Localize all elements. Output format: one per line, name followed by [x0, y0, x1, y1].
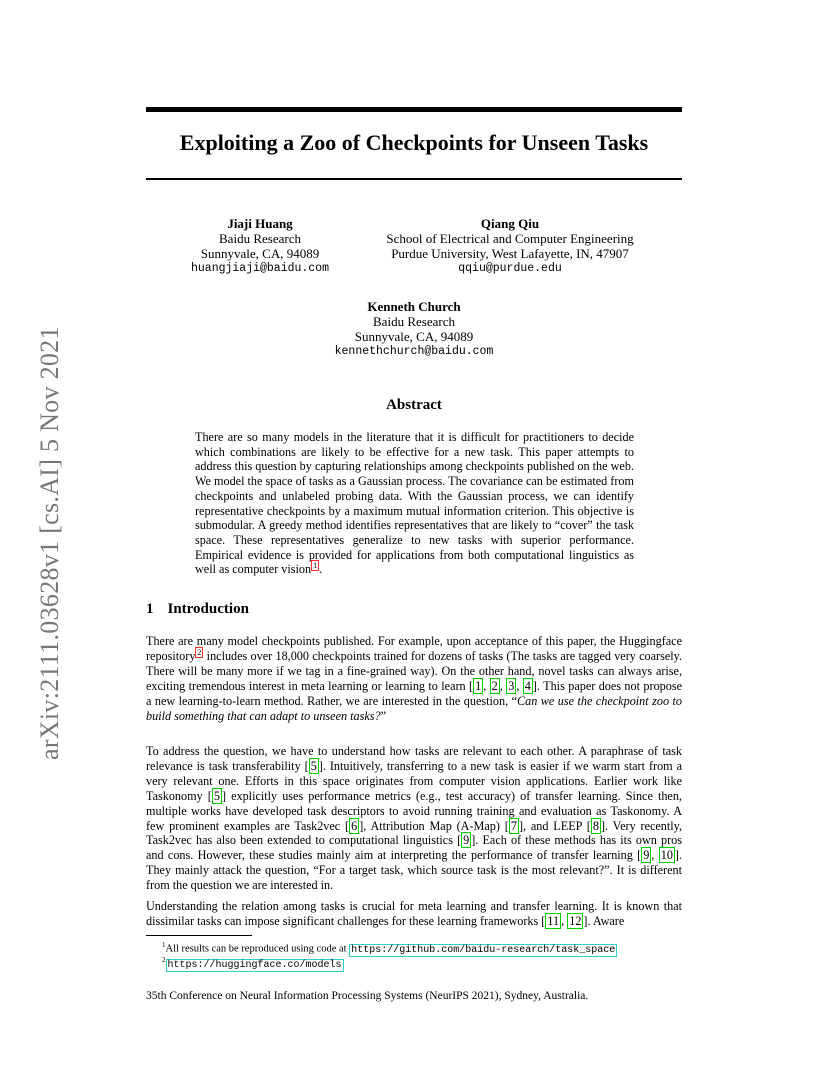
title-top-rule [146, 107, 682, 112]
author-block-1 [170, 216, 350, 276]
para-text: ]. They mainly attack the question, “For a target task, which source task is the most relevant?”. It is different from the question we are interested in. [146, 848, 683, 893]
citation-link[interactable]: 6 [351, 818, 358, 833]
para-text: ]. This paper does not propose a new learning-to-learn method. Rather, we are interested in the question, “ [146, 678, 682, 708]
footnote-rule [146, 935, 252, 936]
author-email: huangjiaji@baidu.com [190, 262, 330, 275]
para-text: To address the question, we have to understand how tasks are relevant to each other. A paraphrase of task relevance is task transferability [ [146, 744, 682, 773]
venue-footer: 35th Conference on Neural Information Processing Systems (NeurIPS 2021), Sydney, Australia. [146, 990, 589, 1002]
author-name: Kenneth Church [367, 299, 461, 314]
citation-link[interactable]: 5 [310, 758, 317, 773]
para-text: ], and LEEP [ [518, 818, 591, 833]
author-location: Sunnyvale, CA, 94089 [354, 329, 474, 344]
author-affiliation: Baidu Research [373, 314, 455, 329]
paragraph-3: Understanding the relation among tasks is crucial for meta learning and transfer learning. It is known that dissimilar tasks can impose significant challenges for these learning frameworks [ 11 , 12 ]. Aware [146, 899, 682, 928]
para-text: ” [380, 708, 387, 723]
author-name: Qiang Qiu [480, 216, 540, 231]
paragraph-1: There are many model checkpoints published. For example, upon acceptance of this paper, the Huggingface repository $^2$ includes over 18,000 checkpoints trained for dozens of tasks (The tasks are tagged very coarsely. There will be many more if we tag in a fine-grained way). On the other hand, novel tasks can always arise, exciting tremendous interest in meta learning or learning to learn [ 1 , 2 , 3 , 4 ]. This paper does not propose a new learning-to-learn method. Rather, we are interested in the question, “Can we use the checkpoint zoo to build something that can adapt to unseen tasks?” [146, 634, 682, 723]
para-text: includes over 18,000 checkpoints trained for dozens of tasks (The tasks are tagged very coarsely. There will be many more if we tag in a fine-grained way). On the other hand, novel tasks can always arise, exciting tremendous interest in meta learning or learning to learn [ [146, 648, 682, 693]
para-text: ], Attribution Map (A-Map) [ [359, 818, 509, 833]
citation-link[interactable]: 9 [463, 833, 470, 848]
section-heading [146, 601, 249, 618]
title-bottom-rule [146, 178, 682, 180]
citation-link[interactable]: 2 [491, 678, 498, 693]
footnote-ref-1[interactable]: 1 [313, 561, 318, 571]
author-affiliation: Baidu Research [219, 231, 301, 246]
author-affiliation: School of Electrical and Computer Engineering [386, 231, 634, 246]
paper-title: Exploiting a Zoo of Checkpoints for Unseen Tasks [179, 130, 649, 155]
para-text: ]. Very recently, Task2vec has also been extended to computational linguistics [ [146, 818, 683, 848]
citation-link[interactable]: 10 [660, 848, 673, 863]
footnote-text: All results can be reproduced using code at [165, 943, 350, 955]
author-name: Jiaji Huang [227, 216, 293, 231]
citation-link[interactable]: 3 [508, 678, 515, 693]
section-number: 1 [146, 601, 154, 617]
citation-link[interactable]: 9 [643, 848, 650, 863]
paragraph-2: To address the question, we have to understand how tasks are relevant to each other. A paraphrase of task relevance is task transferability [ 5 ]. Intuitively, transferring to a new task is easier if we warm start from a very relevant one. Efforts in this space originates from computer vision applications. Earlier work like Taskonomy [ 5 ] explicitly uses performance metrics (e.g., test accuracy) of transfer learning. Since then, multiple works have developed task descriptors to avoid running training and evaluation as Taskonomy. A few prominent examples are Task2vec [ 6 ], Attribution Map (A-Map) [ 7 ], and LEEP [ 8 ]. Very recently, Task2vec has also been extended to computational linguistics [ 9 ]. Each of these methods has its own pros and cons. However, these studies mainly aim at interpreting the performance of transfer learning [ 9 , 10 ]. They mainly attack the question, “For a target task, which source task is the most relevant?”. It is different from the question we are interested in. [146, 744, 683, 893]
abstract-heading: Abstract [386, 397, 442, 413]
author-email: qqiu@purdue.edu [458, 262, 562, 275]
author-block-3 [300, 299, 528, 359]
para-text: ]. Intuitively, transferring to a new task is easier if we warm start from a very relevant one. Efforts in this space originates from computer vision applications. Earlier work like Taskonomy [ [146, 758, 683, 803]
author-location: Sunnyvale, CA, 94089 [200, 246, 320, 261]
abstract-text: There are so many models in the literature that it is difficult for practitioners to decide which combinations are likely to be effective for a new task. This paper attempts to address this question by capturing relationships among checkpoints published on the web. We model the space of tasks as a Gaussian process. The covariance can be estimated from checkpoints and unlabeled probing data. With the Gaussian process, we can identify representative checkpoints by a maximum mutual information criterion. This objective is submodular. A greedy method identifies representatives that are likely to “cover” the task space. These representatives generalize to new tasks with superior performance. Empirical evidence is provided for applications from both computational linguistics as well as computer vision [195, 430, 634, 577]
abstract-end: . [319, 562, 323, 577]
footnote-mark: 2 [162, 956, 166, 964]
citation-link[interactable]: 1 [475, 678, 482, 693]
footnote-ref-2[interactable]: 2 [197, 647, 202, 657]
footnote-url-link[interactable]: https://huggingface.co/models [167, 959, 342, 971]
citation-link[interactable]: 5 [213, 788, 220, 803]
author-email: kennethchurch@baidu.com [334, 345, 494, 358]
para-text: ]. Each of these methods has its own pros and cons. However, these studies mainly aim at interpreting the performance of transfer learning [ [146, 833, 682, 863]
author-block-2 [370, 216, 650, 276]
author-location: Purdue University, West Lafayette, IN, 47907 [391, 246, 629, 261]
arxiv-stamp-text: arXiv:2111.03628v1 [cs.AI] 5 Nov 2021 [35, 326, 64, 760]
footnote-url-link[interactable]: https://github.com/baidu-research/task_space [351, 944, 616, 956]
footnote-2 [162, 954, 344, 972]
arxiv-stamp [35, 300, 65, 760]
para-text: Understanding the relation among tasks is crucial for meta learning and transfer learning. It is known that dissimilar tasks can impose significant challenges for these learning frameworks [ [146, 899, 682, 928]
para-text: ]. Aware [583, 913, 625, 928]
research-question: Can we use the checkpoint zoo to build something that can adapt to unseen tasks? [146, 693, 682, 723]
citation-link[interactable]: 12 [569, 913, 582, 928]
para-text: There are many model checkpoints published. For example, upon acceptance of this paper, the Huggingface repository [146, 634, 682, 663]
citation-link[interactable]: 4 [524, 678, 531, 693]
citation-link[interactable]: 7 [510, 818, 517, 833]
footnote-mark: 1 [162, 941, 166, 949]
section-title: Introduction [167, 601, 249, 617]
citation-link[interactable]: 8 [592, 818, 599, 833]
abstract-body [195, 430, 634, 577]
citation-link[interactable]: 11 [547, 913, 560, 928]
para-text: ] explicitly uses performance metrics (e.g., test accuracy) of transfer learning. Since then, multiple works have developed task descriptors to avoid running training and evaluation as Taskonomy. A few prominent examples are Task2vec [ [146, 788, 682, 833]
